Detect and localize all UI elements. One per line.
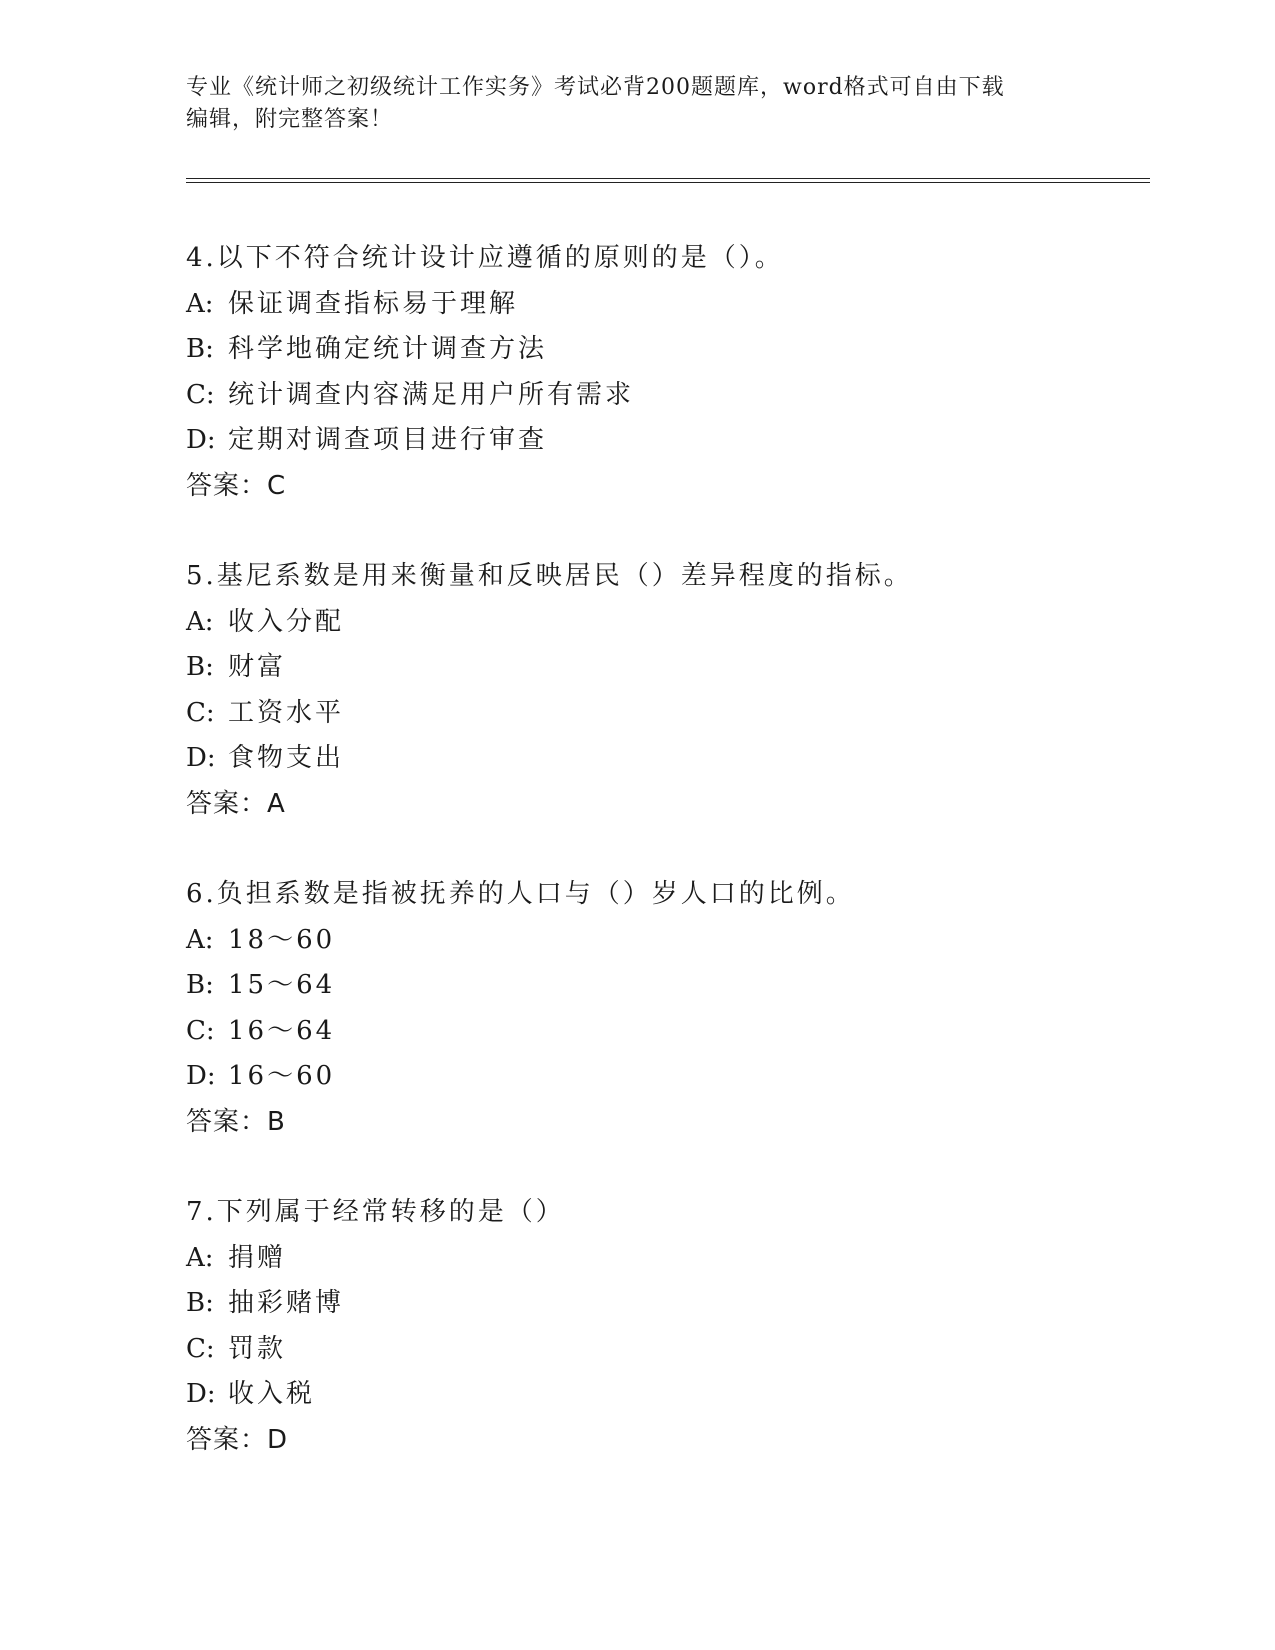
option-b [186,963,1136,1009]
question-stem: 6.负担系数是指被抚养的人口与（）岁人口的比例。 [186,879,855,909]
question-6 [186,872,1136,1145]
option-text: 食物支出 [228,743,345,773]
option-letter: A: [186,288,214,319]
question-list [186,236,1136,1508]
option-text: 统计调查内容满足用户所有需求 [228,379,635,410]
option-text: 科学地确定统计调查方法 [228,334,548,364]
option-a [186,918,1136,964]
option-letter: D: [186,425,216,455]
question-stem: 7.下列属于经常转移的是（） [186,1197,565,1227]
option-letter: C: [186,379,215,410]
option-text: 15～64 [228,970,336,1000]
option-d [186,1372,1136,1418]
option-text: 罚款 [228,1333,287,1364]
option-text: 18～60 [228,924,336,955]
option-a [186,600,1136,646]
answer-line: 答案：B [186,1106,286,1137]
option-a [186,1236,1136,1282]
option-letter: D: [186,743,216,773]
option-d [186,1054,1136,1100]
option-text: 抽彩赌博 [228,1288,345,1318]
answer-line: 答案：A [186,788,286,819]
question-5 [186,554,1136,827]
header-divider-top [186,178,1150,179]
option-a [186,282,1136,328]
option-letter: D: [186,1379,216,1409]
option-letter: B: [186,652,214,682]
option-letter: B: [186,970,214,1000]
option-letter: B: [186,334,214,364]
option-text: 16～60 [228,1061,336,1091]
option-d [186,418,1136,464]
option-letter: A: [186,606,214,637]
option-c [186,691,1136,737]
option-text: 捐赠 [228,1242,287,1273]
option-text: 保证调查指标易于理解 [228,288,519,319]
option-text: 定期对调查项目进行审查 [228,425,548,455]
option-text: 16～64 [228,1015,336,1046]
question-stem: 5.基尼系数是用来衡量和反映居民（）差异程度的指标。 [186,561,913,591]
option-letter: A: [186,924,214,955]
answer-line: 答案：C [186,470,287,501]
option-d [186,736,1136,782]
header-divider-bottom [186,182,1150,183]
option-b [186,1281,1136,1327]
header-line-2: 编辑，附完整答案！ [186,107,394,132]
question-stem: 4.以下不符合统计设计应遵循的原则的是（）。 [186,243,784,273]
option-c [186,1327,1136,1373]
option-c [186,1009,1136,1055]
option-letter: C: [186,1015,215,1046]
option-text: 工资水平 [228,697,345,728]
option-letter: C: [186,1333,215,1364]
option-text: 收入税 [228,1379,316,1409]
answer-line: 答案：D [186,1424,289,1455]
option-letter: D: [186,1061,216,1091]
option-letter: B: [186,1288,214,1318]
option-letter: A: [186,1242,214,1273]
header-line-1: 专业《统计师之初级统计工作实务》考试必背200题题库，word格式可自由下载 [186,75,1005,100]
question-4 [186,236,1136,509]
option-b [186,645,1136,691]
option-text: 财富 [228,652,287,682]
option-letter: C: [186,697,215,728]
option-text: 收入分配 [228,606,345,637]
option-b [186,327,1136,373]
option-c [186,373,1136,419]
document-header [186,72,1066,136]
question-7 [186,1190,1136,1463]
